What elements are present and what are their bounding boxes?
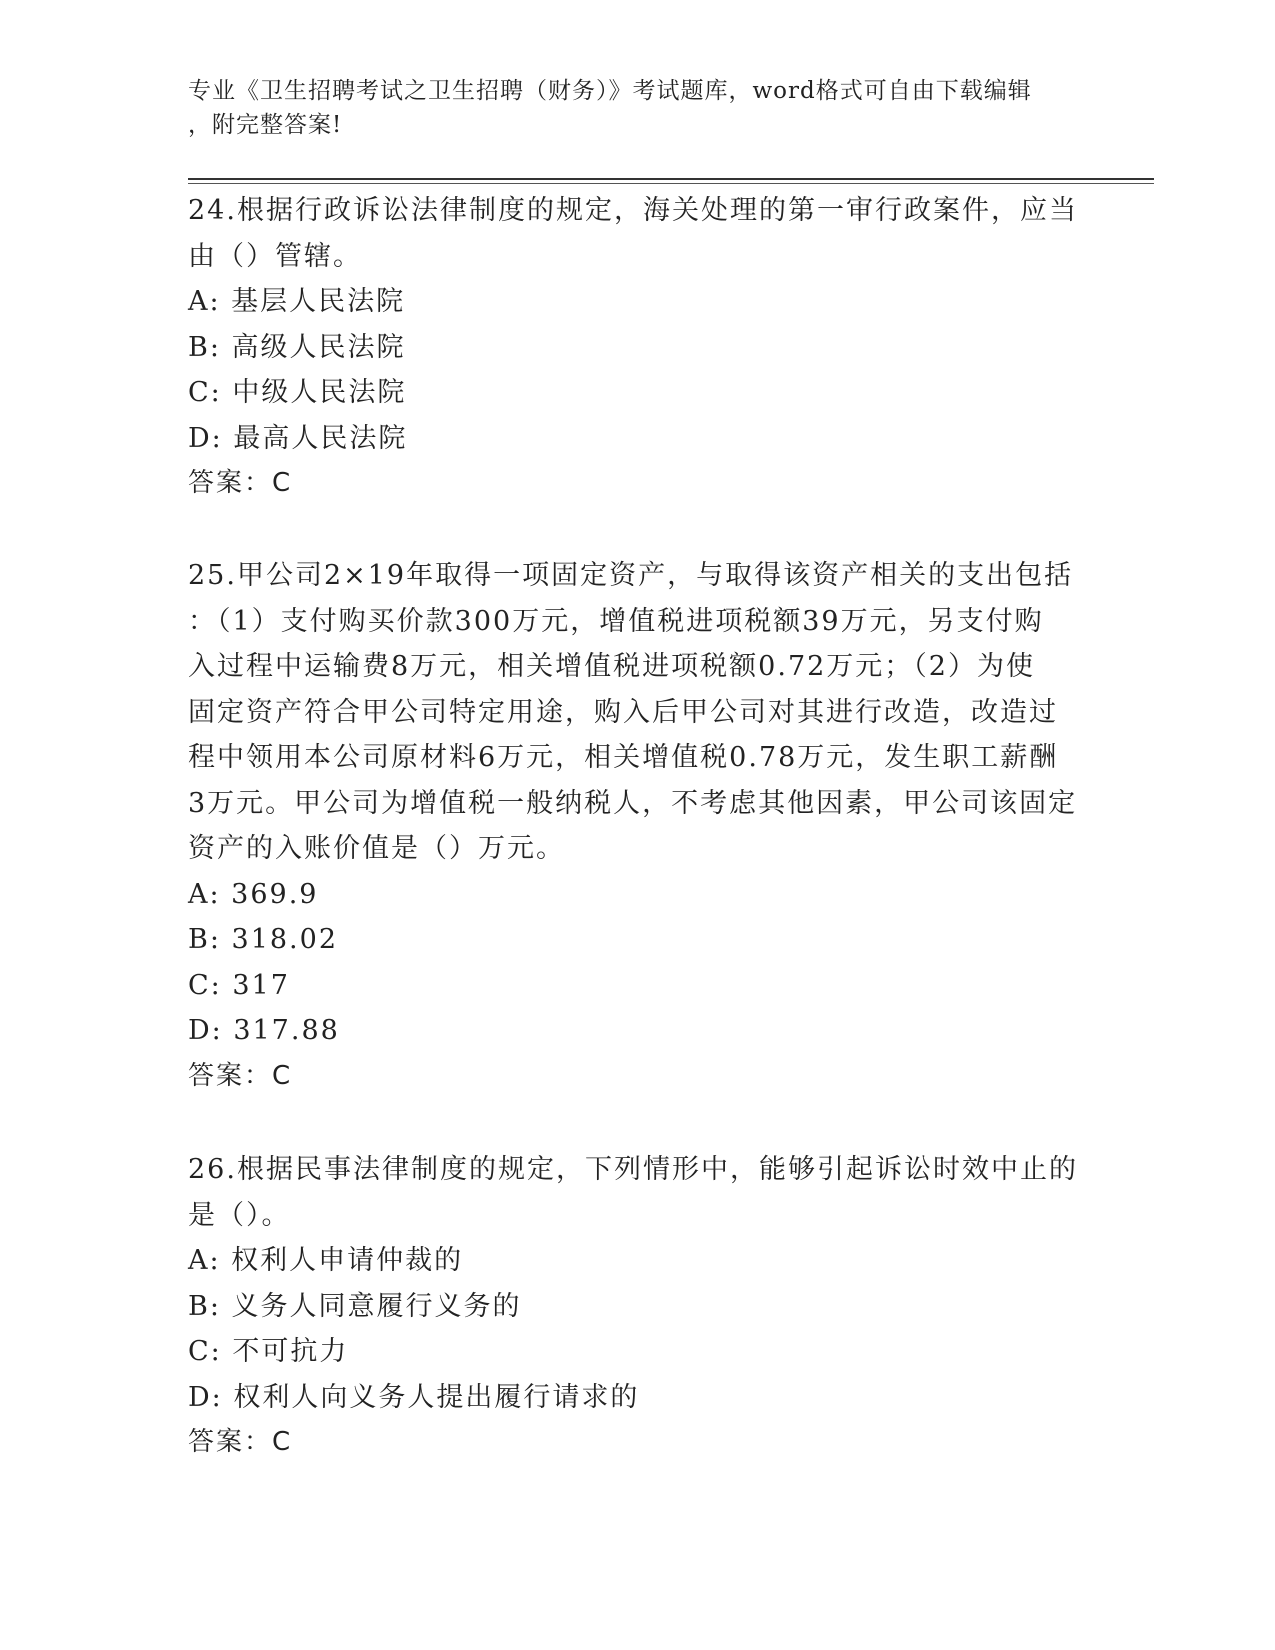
option-b: B: 高级人民法院 <box>188 331 406 363</box>
option-a: A: 权利人申请仲裁的 <box>188 1245 464 1276</box>
question-stem-line: 24.根据行政诉讼法律制度的规定，海关处理的第一审行政案件，应当 <box>188 195 1078 226</box>
option-c: C: 317 <box>188 969 290 1001</box>
option-c: C: 中级人民法院 <box>188 377 407 408</box>
option-b: B: 义务人同意履行义务的 <box>188 1290 522 1322</box>
question-stem-line: 26.根据民事法律制度的规定，下列情形中，能够引起诉讼时效中止的 <box>188 1154 1078 1185</box>
question-stem-line: 由（）管辖。 <box>188 240 362 272</box>
header-line-1: 专业《卫生招聘考试之卫生招聘（财务）》考试题库，word格式可自由下载编辑 <box>188 78 1032 104</box>
question-stem-line: 程中领用本公司原材料6万元，相关增值税0.78万元，发生职工薪酬 <box>188 742 1059 773</box>
question-stem-line: 25.甲公司2×19年取得一项固定资产，与取得该资产相关的支出包括 <box>188 560 1074 591</box>
answer-line: 答案：C <box>188 468 293 498</box>
document-header <box>188 74 1088 142</box>
header-line-2: ，附完整答案! <box>188 112 343 138</box>
option-d: D: 317.88 <box>188 1015 340 1046</box>
header-divider-thin <box>188 183 1154 184</box>
question-stem-line: 固定资产符合甲公司特定用途，购入后甲公司对其进行改造，改造过 <box>188 696 1058 728</box>
question-stem-line: 3万元。甲公司为增值税一般纳税人，不考虑其他因素，甲公司该固定 <box>188 787 1078 819</box>
option-b: B: 318.02 <box>188 924 338 955</box>
question-stem-line: 入过程中运输费8万元，相关增值税进项税额0.72万元；（2）为使 <box>188 651 1035 682</box>
answer-line: 答案：C <box>188 1060 293 1091</box>
question-stem-line: ：（1）支付购买价款300万元，增值税进项税额39万元，另支付购 <box>188 605 1044 637</box>
option-a: A: 基层人民法院 <box>188 286 406 317</box>
option-d: D: 权利人向义务人提出履行请求的 <box>188 1381 640 1413</box>
option-d: D: 最高人民法院 <box>188 422 408 454</box>
question-stem-line: 是（）。 <box>188 1199 291 1231</box>
question-24 <box>188 188 1088 507</box>
question-25 <box>188 553 1088 1099</box>
option-a: A: 369.9 <box>188 878 319 910</box>
option-c: C: 不可抗力 <box>188 1336 349 1367</box>
question-stem-line: 资产的入账价值是（）万元。 <box>188 833 565 864</box>
question-26 <box>188 1147 1088 1466</box>
answer-line: 答案：C <box>188 1427 293 1457</box>
header-divider-thick <box>188 178 1154 180</box>
